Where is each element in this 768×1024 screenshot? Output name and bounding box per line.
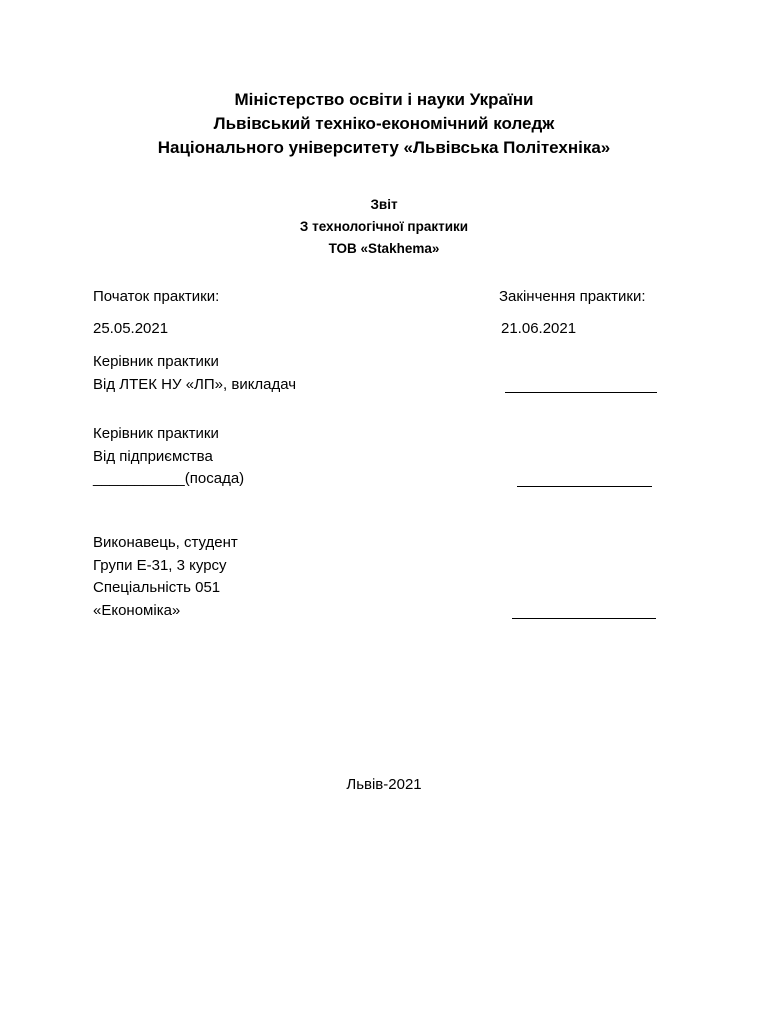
city-year: Львів-2021 xyxy=(346,776,422,793)
company-supervisor-signature-line xyxy=(517,486,652,487)
start-date-value: 25.05.2021 xyxy=(93,320,169,337)
report-title: Звіт xyxy=(370,197,398,212)
company-supervisor-role: Керівник практики xyxy=(93,425,219,442)
end-date-value: 21.06.2021 xyxy=(501,320,577,337)
company-supervisor-position xyxy=(93,468,244,490)
start-date-label: Початок практики: xyxy=(93,288,220,305)
end-date-label: Закінчення практики: xyxy=(499,288,646,305)
report-company: ТОВ «Stakhema» xyxy=(328,241,440,256)
position-blank: ___________ xyxy=(93,470,185,487)
college-supervisor-signature-line xyxy=(505,392,657,393)
college-supervisor-affiliation: Від ЛТЕК НУ «ЛП», викладач xyxy=(93,376,297,393)
student-role: Виконавець, студент xyxy=(93,534,238,551)
student-group: Групи Е-31, 3 курсу xyxy=(93,557,227,574)
student-signature-line xyxy=(512,618,656,619)
college-supervisor-role: Керівник практики xyxy=(93,353,219,370)
position-label: (посада) xyxy=(184,470,245,487)
report-subtitle: З технологічної практики xyxy=(299,219,469,234)
document-header xyxy=(0,88,768,160)
university-title: Національного університету «Львівська Політехніка» xyxy=(157,138,611,157)
student-specialty: Спеціальність 051 xyxy=(93,579,221,596)
report-title-block xyxy=(0,194,768,260)
company-supervisor-affiliation: Від підприємства xyxy=(93,448,213,465)
student-program: «Економіка» xyxy=(93,602,181,619)
ministry-title: Міністерство освіти і науки України xyxy=(234,90,534,109)
college-title: Львівський техніко-економічний коледж xyxy=(213,114,555,133)
